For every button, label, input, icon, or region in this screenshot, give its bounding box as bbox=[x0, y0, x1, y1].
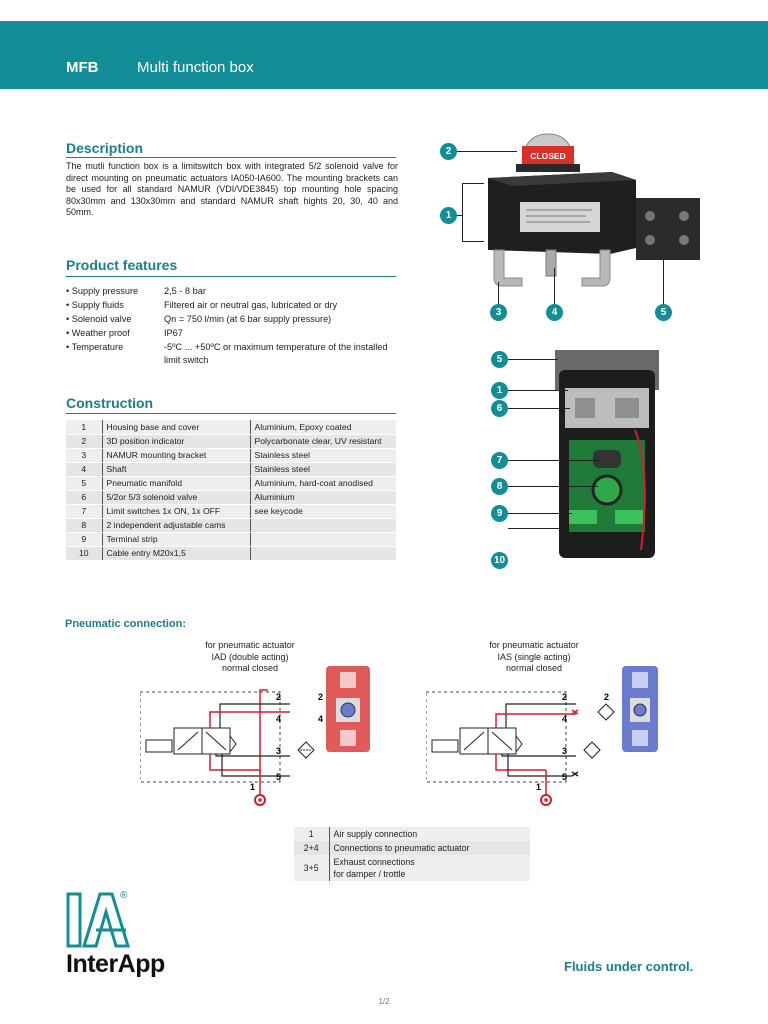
indicator-collar bbox=[516, 164, 580, 172]
callout-leader bbox=[663, 260, 664, 304]
cell-text: Connections to pneumatic actuator bbox=[329, 841, 530, 855]
table-row bbox=[66, 448, 396, 462]
cell-no: 3 bbox=[66, 448, 102, 462]
cell-no: 6 bbox=[66, 490, 102, 504]
feature-label: • Temperature bbox=[66, 342, 124, 352]
registered-mark: ® bbox=[120, 890, 128, 901]
exhaust-filter-symbol bbox=[598, 704, 614, 720]
table-row bbox=[294, 827, 530, 841]
port-label: 1 bbox=[250, 782, 256, 792]
cell-part: 2 independent adjustable cams bbox=[102, 518, 250, 532]
feature-value: Qn = 750 l/min (at 6 bar supply pressure) bbox=[164, 313, 332, 324]
manifold-port bbox=[679, 235, 689, 245]
features-rule bbox=[66, 276, 396, 277]
feature-label: • Weather proof bbox=[66, 328, 130, 338]
construction-heading: Construction bbox=[66, 395, 154, 411]
cell-line: Exhaust connections bbox=[333, 857, 415, 867]
callout-leader bbox=[508, 460, 600, 461]
feature-label: • Solenoid valve bbox=[66, 314, 132, 324]
header-bar bbox=[0, 21, 768, 89]
cam-wheel bbox=[593, 476, 621, 504]
callout-leader bbox=[508, 408, 570, 409]
cell-material: Aluminium, Epoxy coated bbox=[250, 420, 396, 434]
indicator-text: CLOSED bbox=[530, 151, 566, 161]
callout-badge: 2 bbox=[440, 143, 457, 160]
port-label: 5 bbox=[276, 772, 282, 782]
construction-table bbox=[66, 420, 396, 561]
cell-line: for damper / trottle bbox=[333, 869, 406, 879]
pneumatic-manifold bbox=[636, 198, 700, 260]
manifold-port bbox=[645, 211, 655, 221]
port-label: 4 bbox=[276, 714, 282, 724]
pipe-red bbox=[210, 690, 268, 770]
table-row bbox=[294, 841, 530, 855]
callout-leader bbox=[508, 359, 558, 360]
port-label: 1 bbox=[536, 782, 542, 792]
feature-value: Filtered air or neutral gas, lubricated or dry bbox=[164, 299, 338, 310]
description-heading: Description bbox=[66, 140, 144, 156]
brand-name: InterApp bbox=[66, 950, 165, 978]
cell-part: Cable entry M20x1,5 bbox=[102, 546, 250, 560]
manifold-port bbox=[645, 235, 655, 245]
product-title: Multi function box bbox=[137, 59, 254, 76]
cell-no: 3+5 bbox=[294, 855, 329, 881]
callout-leader bbox=[462, 241, 484, 242]
features-list bbox=[66, 284, 398, 367]
table-row bbox=[66, 434, 396, 448]
table-row bbox=[66, 504, 396, 518]
port-label: 5 bbox=[562, 772, 568, 782]
cell-part: Limit switches 1x ON, 1x OFF bbox=[102, 504, 250, 518]
exhaust-filter-symbol bbox=[584, 742, 600, 758]
cell-no: 1 bbox=[66, 420, 102, 434]
solenoid-symbol bbox=[432, 740, 458, 752]
spring-symbol bbox=[230, 736, 236, 752]
cell-part: 3D position indicator bbox=[102, 434, 250, 448]
caption-line: normal closed bbox=[505, 663, 563, 673]
feature-label: • Supply fluids bbox=[66, 300, 124, 310]
feature-label: • Supply pressure bbox=[66, 286, 139, 296]
cell-part: Housing base and cover bbox=[102, 420, 250, 434]
callout-badge: 1 bbox=[491, 382, 508, 399]
schematic-iad bbox=[140, 658, 380, 810]
schematic-ias bbox=[426, 658, 666, 810]
callout-badge: 1 bbox=[440, 207, 457, 224]
product-photo-interior bbox=[555, 350, 659, 560]
callout-badge: 9 bbox=[491, 505, 508, 522]
cell-no: 4 bbox=[66, 462, 102, 476]
callout-badge: 4 bbox=[546, 304, 563, 321]
callout-leader bbox=[508, 486, 598, 487]
table-row bbox=[66, 532, 396, 546]
cell-part: NAMUR mounting bracket bbox=[102, 448, 250, 462]
port-label: 2 bbox=[562, 692, 568, 702]
callout-leader bbox=[554, 268, 555, 304]
callout-badge: 8 bbox=[491, 478, 508, 495]
pneumatic-heading: Pneumatic connection: bbox=[65, 618, 187, 630]
manifold-port bbox=[679, 211, 689, 221]
cell-no: 10 bbox=[66, 546, 102, 560]
cell-no: 8 bbox=[66, 518, 102, 532]
product-photo-exterior bbox=[460, 128, 710, 298]
description-rule bbox=[66, 157, 396, 158]
port-label: 2 bbox=[276, 692, 282, 702]
table-row bbox=[66, 490, 396, 504]
product-label bbox=[520, 202, 600, 232]
cell-material: Stainless steel bbox=[250, 462, 396, 476]
caption-line: IAD (double acting) bbox=[211, 651, 289, 662]
feature-item bbox=[66, 312, 398, 326]
callout-leader bbox=[462, 183, 463, 241]
callout-leader bbox=[508, 528, 566, 529]
callout-badge: 10 bbox=[491, 552, 508, 569]
cell-no: 5 bbox=[66, 476, 102, 490]
spring-symbol bbox=[516, 736, 522, 752]
caption-line: for pneumatic actuator bbox=[205, 640, 295, 650]
feature-value: IP67 bbox=[164, 327, 183, 338]
table-row bbox=[294, 855, 530, 881]
caption-line: normal closed bbox=[221, 663, 279, 673]
port-legend-table bbox=[294, 827, 530, 881]
callout-leader bbox=[457, 151, 517, 152]
port-label: 4 bbox=[562, 714, 568, 724]
page-number: 1/2 bbox=[378, 997, 390, 1006]
feature-value: 2,5 - 8 bar bbox=[164, 285, 206, 296]
cell-material bbox=[250, 546, 396, 560]
table-row bbox=[66, 546, 396, 560]
cell-no: 2+4 bbox=[294, 841, 329, 855]
callout-leader bbox=[462, 183, 484, 184]
actuator-port-label: 2 bbox=[604, 692, 610, 702]
table-row bbox=[66, 462, 396, 476]
terminal-strip bbox=[615, 510, 643, 524]
cell-part: Pneumatic manifold bbox=[102, 476, 250, 490]
namur-bracket-left bbox=[494, 250, 522, 286]
slogan: Fluids under control. bbox=[564, 959, 694, 974]
cell-material: Aluminium bbox=[250, 490, 396, 504]
cell-material: Polycarbonate clear, UV resistant bbox=[250, 434, 396, 448]
cell-part: Terminal strip bbox=[102, 532, 250, 546]
callout-badge: 7 bbox=[491, 452, 508, 469]
plug-mark bbox=[572, 772, 578, 776]
product-code: MFB bbox=[66, 59, 99, 76]
solenoid-symbol bbox=[146, 740, 172, 752]
construction-rule bbox=[66, 413, 396, 414]
actuator-port-label: 2 bbox=[318, 692, 324, 702]
caption-line: IAS (single acting) bbox=[497, 651, 571, 662]
feature-item bbox=[66, 298, 398, 312]
callout-leader bbox=[457, 215, 462, 216]
callout-leader bbox=[498, 282, 499, 304]
port-label: 3 bbox=[562, 746, 568, 756]
caption-line: for pneumatic actuator bbox=[489, 640, 579, 650]
cell-no: 1 bbox=[294, 827, 329, 841]
callout-badge: 5 bbox=[491, 351, 508, 368]
cell-material: Aluminium, hard-coat anodised bbox=[250, 476, 396, 490]
cell-no: 7 bbox=[66, 504, 102, 518]
features-heading: Product features bbox=[66, 257, 178, 273]
cell-text bbox=[329, 855, 530, 881]
callout-leader bbox=[508, 513, 572, 514]
cell-part: 5/2or 5/3 solenoid valve bbox=[102, 490, 250, 504]
callout-badge: 6 bbox=[491, 400, 508, 417]
cell-material: Stainless steel bbox=[250, 448, 396, 462]
table-row bbox=[66, 476, 396, 490]
table-row bbox=[66, 420, 396, 434]
feature-item bbox=[66, 326, 398, 340]
limit-switch bbox=[593, 450, 621, 468]
cell-text: Air supply connection bbox=[329, 827, 530, 841]
namur-bracket-right bbox=[582, 250, 610, 286]
description-text: The mutli function box is a limitswitch box with integrated 5/2 solenoid valve for direct mounting on pneumatic actuators IA050-IA600. The mounting brackets can be used for all standard NAMUR (VDI/VDE3845) top mounting hole spacing 80x30mm and 130x30mm and standard NAMUR shaft hights 20, 30, 40 and 50mm. bbox=[66, 161, 398, 218]
actuator-port-label: 4 bbox=[318, 714, 324, 724]
feature-value: -5ºC ... +50ºC or maximum temperature of the installed limit switch bbox=[164, 341, 388, 365]
cell-material bbox=[250, 532, 396, 546]
cell-no: 9 bbox=[66, 532, 102, 546]
cell-part: Shaft bbox=[102, 462, 250, 476]
callout-badge: 3 bbox=[490, 304, 507, 321]
cell-material: see keycode bbox=[250, 504, 396, 518]
port-label: 3 bbox=[276, 746, 282, 756]
callout-leader bbox=[508, 390, 568, 391]
cell-material bbox=[250, 518, 396, 532]
feature-item bbox=[66, 284, 398, 298]
cell-no: 2 bbox=[66, 434, 102, 448]
table-row bbox=[66, 518, 396, 532]
terminal-strip bbox=[569, 510, 597, 524]
feature-item bbox=[66, 340, 398, 367]
callout-badge: 5 bbox=[655, 304, 672, 321]
